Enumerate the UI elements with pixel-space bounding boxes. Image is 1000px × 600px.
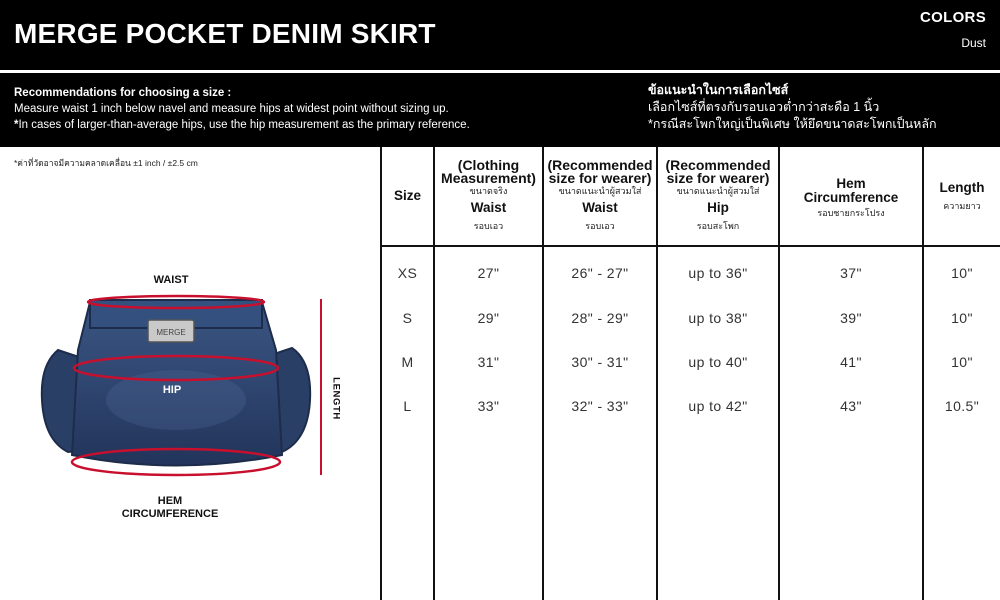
header-bar [0,0,1000,70]
header-divider [380,245,1000,247]
table-cell: 39" [840,310,862,326]
recommendation-line-2 [14,117,470,133]
length-measure-line [320,299,322,475]
table-cell: 10" [951,265,973,281]
table-cell: up to 40" [688,354,748,370]
waist-label: WAIST [153,274,189,286]
column-header-thai-subtitle: ขนาดแนะนำผู้สวมใส่ [676,185,760,196]
column-header-label: Size [393,188,421,203]
table-cell: 29" [477,310,500,326]
hem-circumference-label [110,495,230,521]
table-cell: 43" [840,398,862,414]
table-cell: 32" - 33" [571,398,629,414]
column-header-thai-label: รอบชายกระโปรง [817,208,885,218]
table-cell: up to 38" [688,310,748,326]
column-header-label: Waist [582,199,618,215]
table-cell: 33" [477,398,500,414]
table-cell: 26" - 27" [571,265,629,281]
thai-heading: ข้อแนะนำในการเลือกไซส์ [648,83,789,97]
hip-label: HIP [162,384,182,396]
table-cell: 41" [840,354,862,370]
table-cell: M [401,354,414,370]
hem-label-text: HEM CIRCUMFERENCE [121,495,219,520]
brand-tag-text: MERGE [156,328,186,337]
column-header-clothing-waist [435,147,542,245]
colors-label: COLORS [920,9,986,26]
recommendation-line-2-text: In cases of larger-than-average hips, use the hip measurement as the primary reference. [18,119,470,131]
length-label: LENGTH [330,377,342,420]
column-header-recommended-hip [658,147,778,245]
color-value: Dust [961,36,986,50]
table-cell: up to 42" [688,398,748,414]
column-header-label: Hip [707,199,729,215]
column-header-hem [780,147,922,245]
table-cell: up to 36" [688,265,748,281]
column-header-size [382,147,433,245]
table-cell: 28" - 29" [571,310,629,326]
table-cell: 31" [477,354,500,370]
column-header-thai-label: รอบสะโพก [696,220,740,231]
table-cell: 10.5" [944,398,980,414]
recommendation-line-1: Measure waist 1 inch below navel and measure hips at widest point without sizing up. [14,103,449,115]
tolerance-note: *ค่าที่วัดอาจมีความคลาดเคลื่อน ±1 inch / ±2.5 cm [14,158,198,168]
column-header-label: Length [939,180,985,195]
column-header-thai-label: รอบเอว [585,220,615,231]
recommendations-band [0,73,1000,147]
column-header-label: Waist [470,199,507,215]
asterisk: * [14,119,19,131]
column-header-recommended-waist [544,147,656,245]
recommendations-heading: Recommendations for choosing a size : [14,87,232,99]
thai-line-2: *กรณีสะโพกใหญ่เป็นพิเศษ ให้ยึดขนาดสะโพกเป็นหลัก [648,117,937,131]
table-cell: 27" [477,265,500,281]
thai-line-1: เลือกไซส์ที่ตรงกับรอบเอวต่ำกว่าสะดือ 1 นิ้ว [648,100,880,114]
table-cell: L [403,398,412,414]
column-header-thai-label: ความยาว [943,201,981,211]
column-header-length [924,147,1000,245]
recommendations-thai [648,82,937,133]
page-title: MERGE POCKET DENIM SKIRT [14,18,436,49]
table-cell: 10" [951,354,973,370]
table-cell: 10" [951,310,973,326]
column-header-thai-subtitle: ขนาดจริง [469,185,508,196]
column-header-thai-subtitle: ขนาดแนะนำผู้สวมใส่ [558,185,642,196]
column-header-subtitle: (Recommended size for wearer) [547,156,653,186]
table-cell: XS [397,265,418,281]
table-cell: 37" [840,265,862,281]
table-cell: S [402,310,413,326]
skirt-illustration [30,290,320,485]
size-chart-table [380,147,1000,600]
column-header-label: Hem Circumference [803,176,899,205]
column-header-subtitle: (Clothing Measurement) [441,156,536,186]
column-header-thai-label: รอบเอว [473,220,504,231]
table-cell: 30" - 31" [571,354,629,370]
column-header-subtitle: (Recommended size for wearer) [665,156,771,186]
recommendations-english [14,85,470,133]
